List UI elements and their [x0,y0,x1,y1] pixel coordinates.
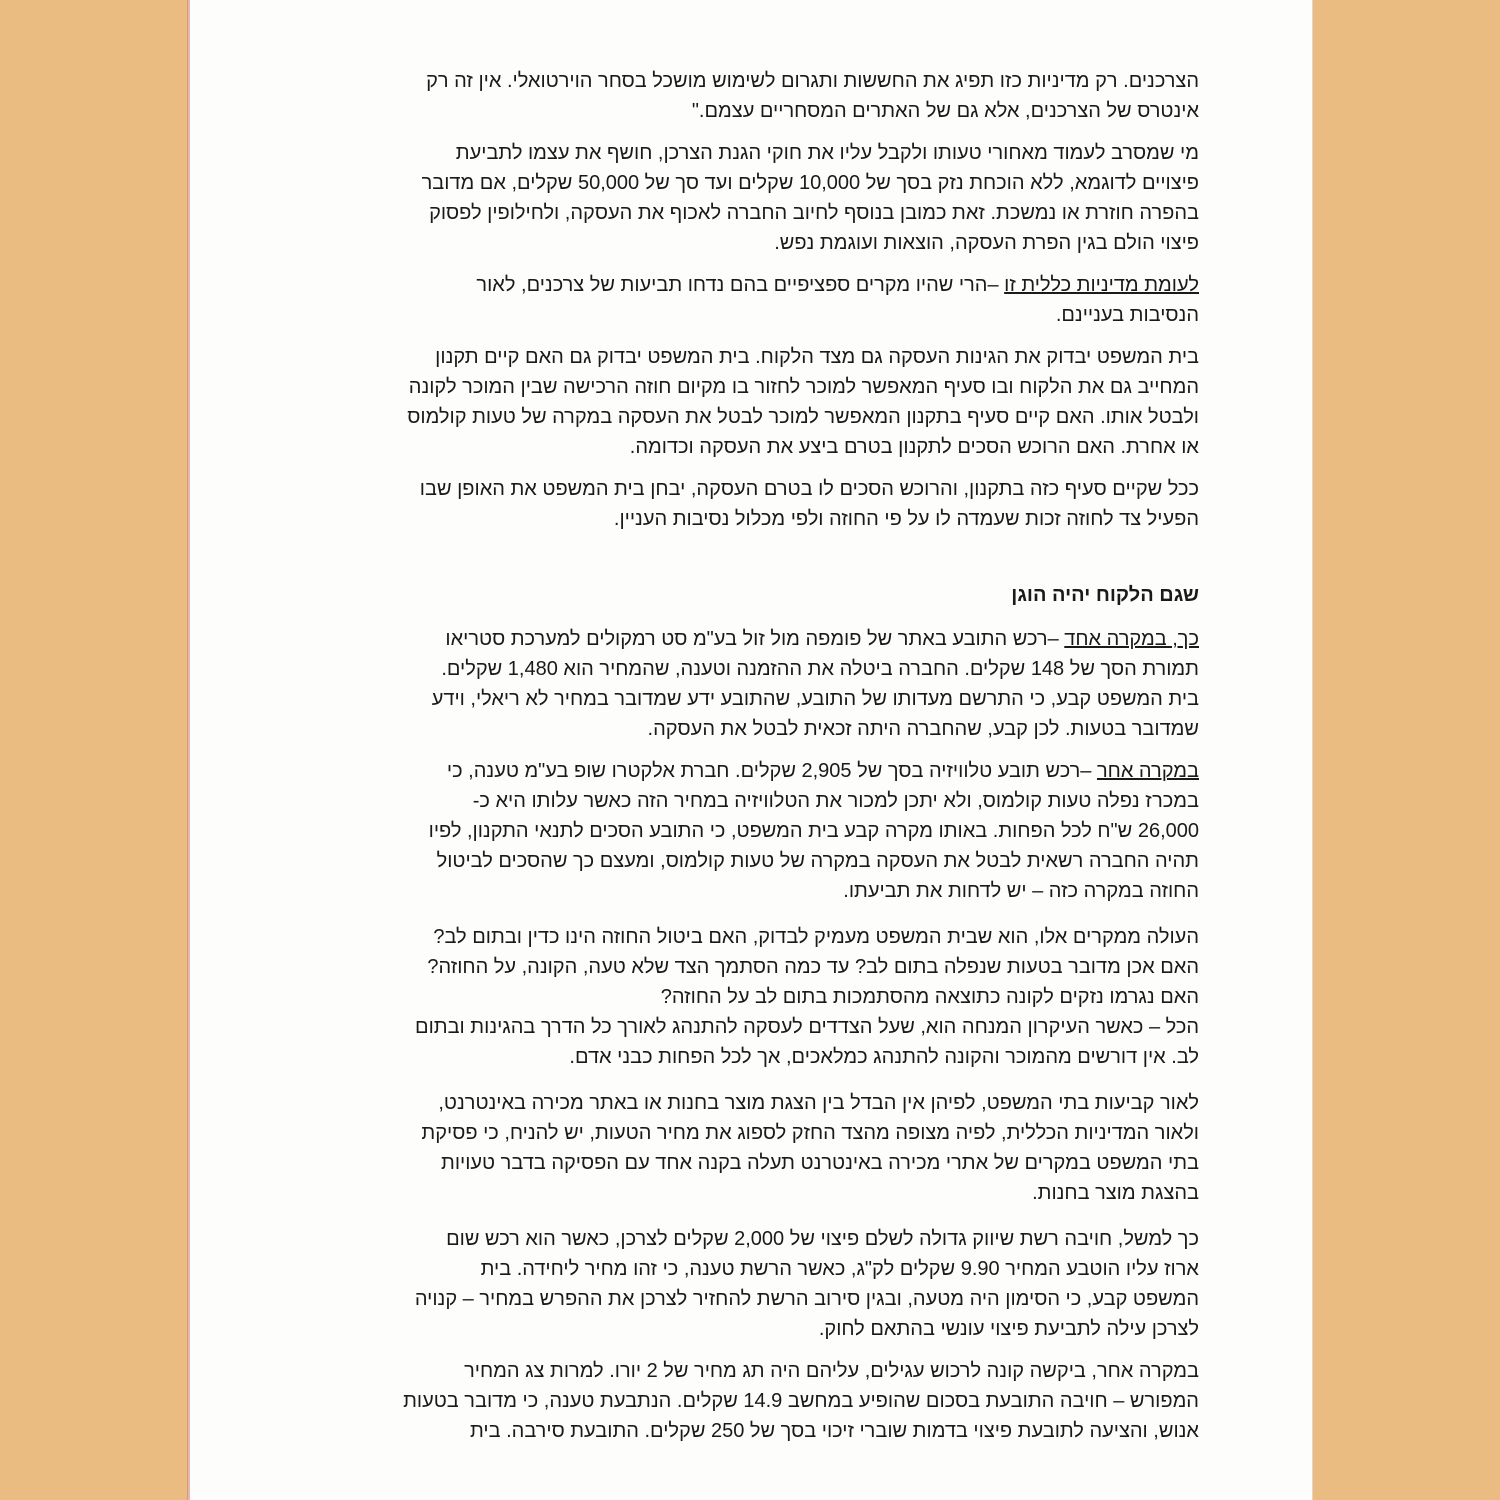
paragraph [205,922,1199,1072]
text-line: האם אכן מדובר בטעות שנפלה בתום לב? עד כמה הסתמך הצד שלא טעה, הקונה, על החוזה? [427,956,1199,978]
paragraph [205,1356,1199,1446]
text-line: ולאור המדיניות הכללית, לפיה מצופה מהצד החזק לספוג את מחיר הטעות, יש להניח, כי פסיקת [421,1122,1199,1144]
text-line: פיצויים לדוגמא, ללא הוכחת נזק בסך של 10,000 שקלים ועד סך של 50,000 שקלים, אם מדובר [421,172,1199,194]
text-line: אינטרס של הצרכנים, אלא גם של האתרים המסחריים עצמם." [691,100,1199,122]
paragraph [205,1224,1199,1344]
text-line: בהפרה חוזרת או נמשכת. זאת כמובן בנוסף לחיוב החברה לאכוף את העסקה, ולחילופין לפסוק [429,202,1199,224]
text-line: לצרכן עילה לתביעת פיצוי עונשי בהתאם לחוק. [818,1318,1199,1340]
line-rest: –רכש תובע טלוויזיה בסך של 2,905 שקלים. חברת אלקטרו שופ בע"מ טענה, כי [446,760,1097,782]
text-line: המחייב גם את הלקוח ובו סעיף המאפשר למוכר לחזור בו מקיום חוזה הרכישה שבין המוכר לקונה [408,376,1199,398]
text-line: פיצוי הולם בגין הפרת העסקה, הוצאות ועוגמת נפש. [774,232,1199,254]
text-line: בתי המשפט במקרים של אתרי מכירה באינטרנט תעלה בקנה אחד עם הפסיקה בדבר טעויות [441,1152,1199,1174]
text-line: לאור קביעות בתי המשפט, לפיהן אין הבדל בין הצגת מוצר בחנות או באתר מכירה באינטרנט, [438,1092,1199,1114]
text-line: הפעיל צד לחוזה זכות שעמדה לו על פי החוזה ולפי מכלול נסיבות העניין. [613,508,1199,530]
line-rest: –הרי שהיו מקרים ספציפיים בהם נדחו תביעות של צרכנים, לאור [476,274,1005,296]
paragraph [205,66,1199,126]
paragraph [205,474,1199,534]
text-line: תמורת הסך של 148 שקלים. החברה ביטלה את ההזמנה וטענה, שהמחיר הוא 1,480 שקלים. [441,658,1199,680]
text-line [205,756,1199,786]
text-line [205,624,1199,654]
text-line: הצרכנים. רק מדיניות כזו תפיג את החששות ותגרום לשימוש מושכל בסחר הוירטואלי. אין זה רק [426,70,1199,92]
paragraph [205,756,1199,906]
text-line: ארוז עליו הוטבע המחיר 9.90 שקלים לק"ג, כאשר הרשת טענה, כי זהו מחיר ליחידה. בית [480,1258,1199,1280]
page-edge [188,0,190,1500]
text-line: במקרה אחר, ביקשה קונה לרכוש עגילים, עליהם היה תג מחיר של 2 יורו. למרות צג המחיר [464,1360,1199,1382]
text-line [205,270,1199,300]
text-line: במכרז נפלה טעות קולמוס, ולא יתכן למכור את הטלוויזיה במחיר הזה כאשר עלותו היא כ- [472,790,1199,812]
text-line: האם נגרמו נזקים לקונה כתוצאה מהסתמכות בתום לב על החוזה? [660,986,1199,1008]
text-line: העולה ממקרים אלו, הוא שבית המשפט מעמיק לבדוק, האם ביטול החוזה הינו כדין ובתום לב? [433,926,1199,948]
paragraph [205,270,1199,330]
paragraph [205,138,1199,258]
text-line: לב. אין דורשים מהמוכר והקונה להתנהג כמלאכים, אך לכל הפחות כבני אדם. [569,1046,1199,1068]
text-line: המפורש – חויבה התובעת בסכום שהופיע במחשב 14.9 שקלים. הנתבעת טענה, כי מדובר בטעות [403,1390,1199,1412]
text-line: תהיה החברה רשאית לבטל את העסקה במקרה של טעות קולמוס, ומעצם כך שהסכים לביטול [436,850,1199,872]
paragraph [205,1088,1199,1208]
underlined-lead: במקרה אחר [1096,760,1199,782]
text-line: המשפט קבע, כי הסימון היה מטעה, ובגין סירוב הרשת להחזיר לצרכן את ההפרש במחיר – קנויה [414,1288,1199,1310]
text-line: מי שמסרב לעמוד מאחורי טעותו ולקבל עליו את חוקי הגנת הצרכן, חושף את עצמו לתביעת [455,142,1199,164]
text-line: ככל שקיים סעיף כזה בתקנון, והרוכש הסכים לו בטרם העסקה, יבחן בית המשפט את האופן שבו [419,478,1199,500]
document-body [205,66,1199,1458]
paragraph [205,624,1199,744]
paragraph [205,342,1199,462]
text-line: או אחרת. האם הרוכש הסכים לתקנון בטרם ביצע את העסקה וכדומה. [629,436,1199,458]
section-heading: שגם הלקוח יהיה הוגן [1011,584,1199,606]
text-line: הכל – כאשר העיקרון המנחה הוא, שעל הצדדים לעסקה להתנהג לאורך כל הדרך בהגינות ובתום [415,1016,1199,1038]
line-rest: –רכש התובע באתר של פומפה מול זול בע"מ סט רמקולים למערכת סטריאו [445,628,1065,650]
text-line: החוזה במקרה כזה – יש לדחות את תביעתו. [843,880,1199,902]
text-line: בהצגת מוצר בחנות. [1032,1182,1199,1204]
text-line: אנוש, והציעה לתובעת פיצוי בדמות שוברי זיכוי בסך של 250 שקלים. התובעת סירבה. בית [469,1420,1199,1442]
text-line: ולבטל אותו. האם קיים סעיף בתקנון המאפשר למוכר לבטל את העסקה במקרה של טעות קולמוס [407,406,1199,428]
text-line: בית המשפט יבדוק את הגינות העסקה גם מצד הלקוח. בית המשפט יבדוק גם האם קיים תקנון [435,346,1199,368]
text-line: שמדובר בטעות. לכן קבע, שהחברה היתה זכאית לבטל את העסקה. [647,718,1199,740]
text-line: הנסיבות בעניינם. [1055,304,1199,326]
text-line: כך למשל, חויבה רשת שיווק גדולה לשלם פיצוי של 2,000 שקלים לצרכן, כאשר הוא רכש שום [446,1228,1199,1250]
underlined-lead: לעומת מדיניות כללית זו [1004,274,1199,296]
text-line: 26,000 ש"ח לכל הפחות. באותו מקרה קבע בית המשפט, כי התובע הסכים לתנאי התקנון, לפיו [428,820,1199,842]
underlined-lead: כך, במקרה אחד [1064,628,1199,650]
text-line: בית המשפט קבע, כי התרשם מעדותו של התובע, שהתובע ידע שמדובר במחיר לא ריאלי, וידע [431,688,1199,710]
